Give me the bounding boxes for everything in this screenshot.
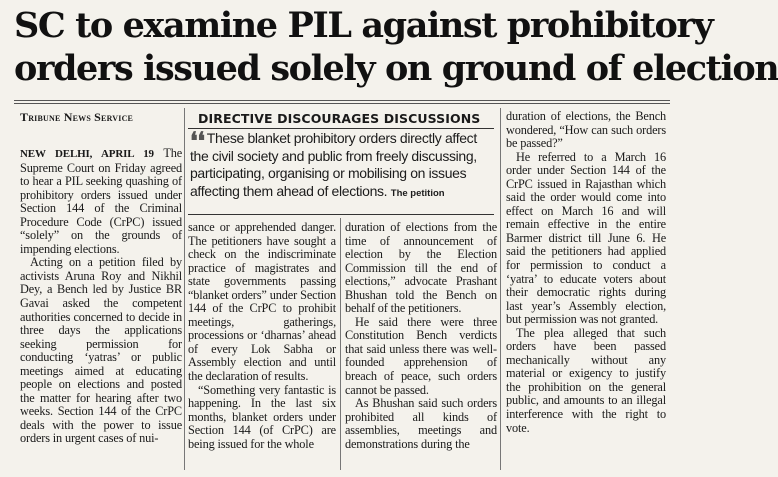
headline-rule-top	[14, 100, 670, 101]
dateline: NEW DELHI, APRIL 19	[20, 148, 154, 160]
article-paragraph: NEW DELHI, APRIL 19 The Supreme Court on Friday agreed to hear a PIL seeking quashing of prohibitory orders issued under Section 144 of the Criminal Procedure Code (CrPC) issued “solely” on the grounds of impending elections.	[20, 146, 182, 256]
headline-line-1: SC to examine PIL against prohibitory	[14, 5, 713, 46]
pull-quote-rule-bottom	[188, 214, 494, 215]
article-paragraph: As Bhushan said such orders prohibited all kinds of assemblies, meetings and demonstrations during the	[345, 396, 497, 451]
column-divider	[340, 218, 341, 470]
article-paragraph: sance or apprehended danger. The petitioners have sought a check on the indiscriminate practice of magistrates and state governments passing “blanket orders” under Section 144 of the CrPC to prohibit meetings, gatherings, processions or ‘dharnas’ ahead of every Lok Sabha or Assembly election and until the declaration of results.	[188, 220, 336, 384]
article-column-1	[20, 147, 182, 446]
pull-quote-text: These blanket prohibitory orders directly affect the civil society and public from freely discussing, participating, organising or mobilising on issues affecting them ahead of elections.	[190, 130, 477, 199]
article-paragraph: He said there were three Constitution Bench verdicts that said unless there was well-founded apprehension of breach of peace, such orders cannot be passed.	[345, 314, 497, 397]
headline	[14, 4, 778, 90]
article-paragraph: duration of elections from the time of announcement of election by the Election Commission till the end of elections,” advocate Prashant Bhushan told the Bench on behalf of the petitioners.	[345, 220, 497, 316]
quote-mark-icon: ❛❛	[190, 126, 205, 155]
article-column-3	[345, 221, 497, 451]
pull-quote-rule-top	[188, 128, 494, 129]
article-paragraph: He referred to a March 16 order under Section 144 of the CrPC issued in Rajasthan which said the order would come into effect on March 16 and will remain effective in the entire Barmer district till June 6. He said the petitioners had applied for permission to conduct a ‘yatra’ to educate voters about their democratic rights during last year’s Assembly election, but permission was not granted.	[506, 149, 666, 327]
article-column-4	[506, 110, 666, 435]
article-paragraph: “Something very fantastic is happening. In the last six months, blanket orders under Section 144 (of CrPC) are being issued for the whole	[188, 382, 336, 451]
column-divider	[184, 108, 185, 470]
pull-quote-attribution: The petition	[390, 187, 445, 199]
article-paragraph: Acting on a petition filed by activists Aruna Roy and Nikhil Dey, a Bench led by Justice BR Gavai asked the competent authorities concerned to decide in three days the applications seeking permission for conducting ‘yatras’ or public meetings aimed at educating people on elections and posted the matter for hearing after two weeks. Section 144 of the CrPC deals with the power to issue orders in urgent cases of nui-	[20, 255, 182, 446]
byline: Tribune News Service	[20, 110, 134, 124]
pull-quote	[190, 126, 494, 202]
headline-line-2: orders issued solely on ground of election	[14, 48, 778, 89]
article-paragraph: The plea alleged that such orders have been passed mechanically without any material or exigency to justify the prohibition on the general public, and amounts to an illegal interference with the right to vote.	[506, 325, 666, 435]
column-divider	[500, 108, 501, 470]
headline-rule-bottom	[14, 103, 670, 104]
pull-quote-title: DIRECTIVE DISCOURAGES DISCUSSIONS	[198, 111, 481, 126]
article-column-2	[188, 221, 336, 451]
article-paragraph: duration of elections, the Bench wondered, “How can such orders be passed?”	[506, 109, 666, 151]
